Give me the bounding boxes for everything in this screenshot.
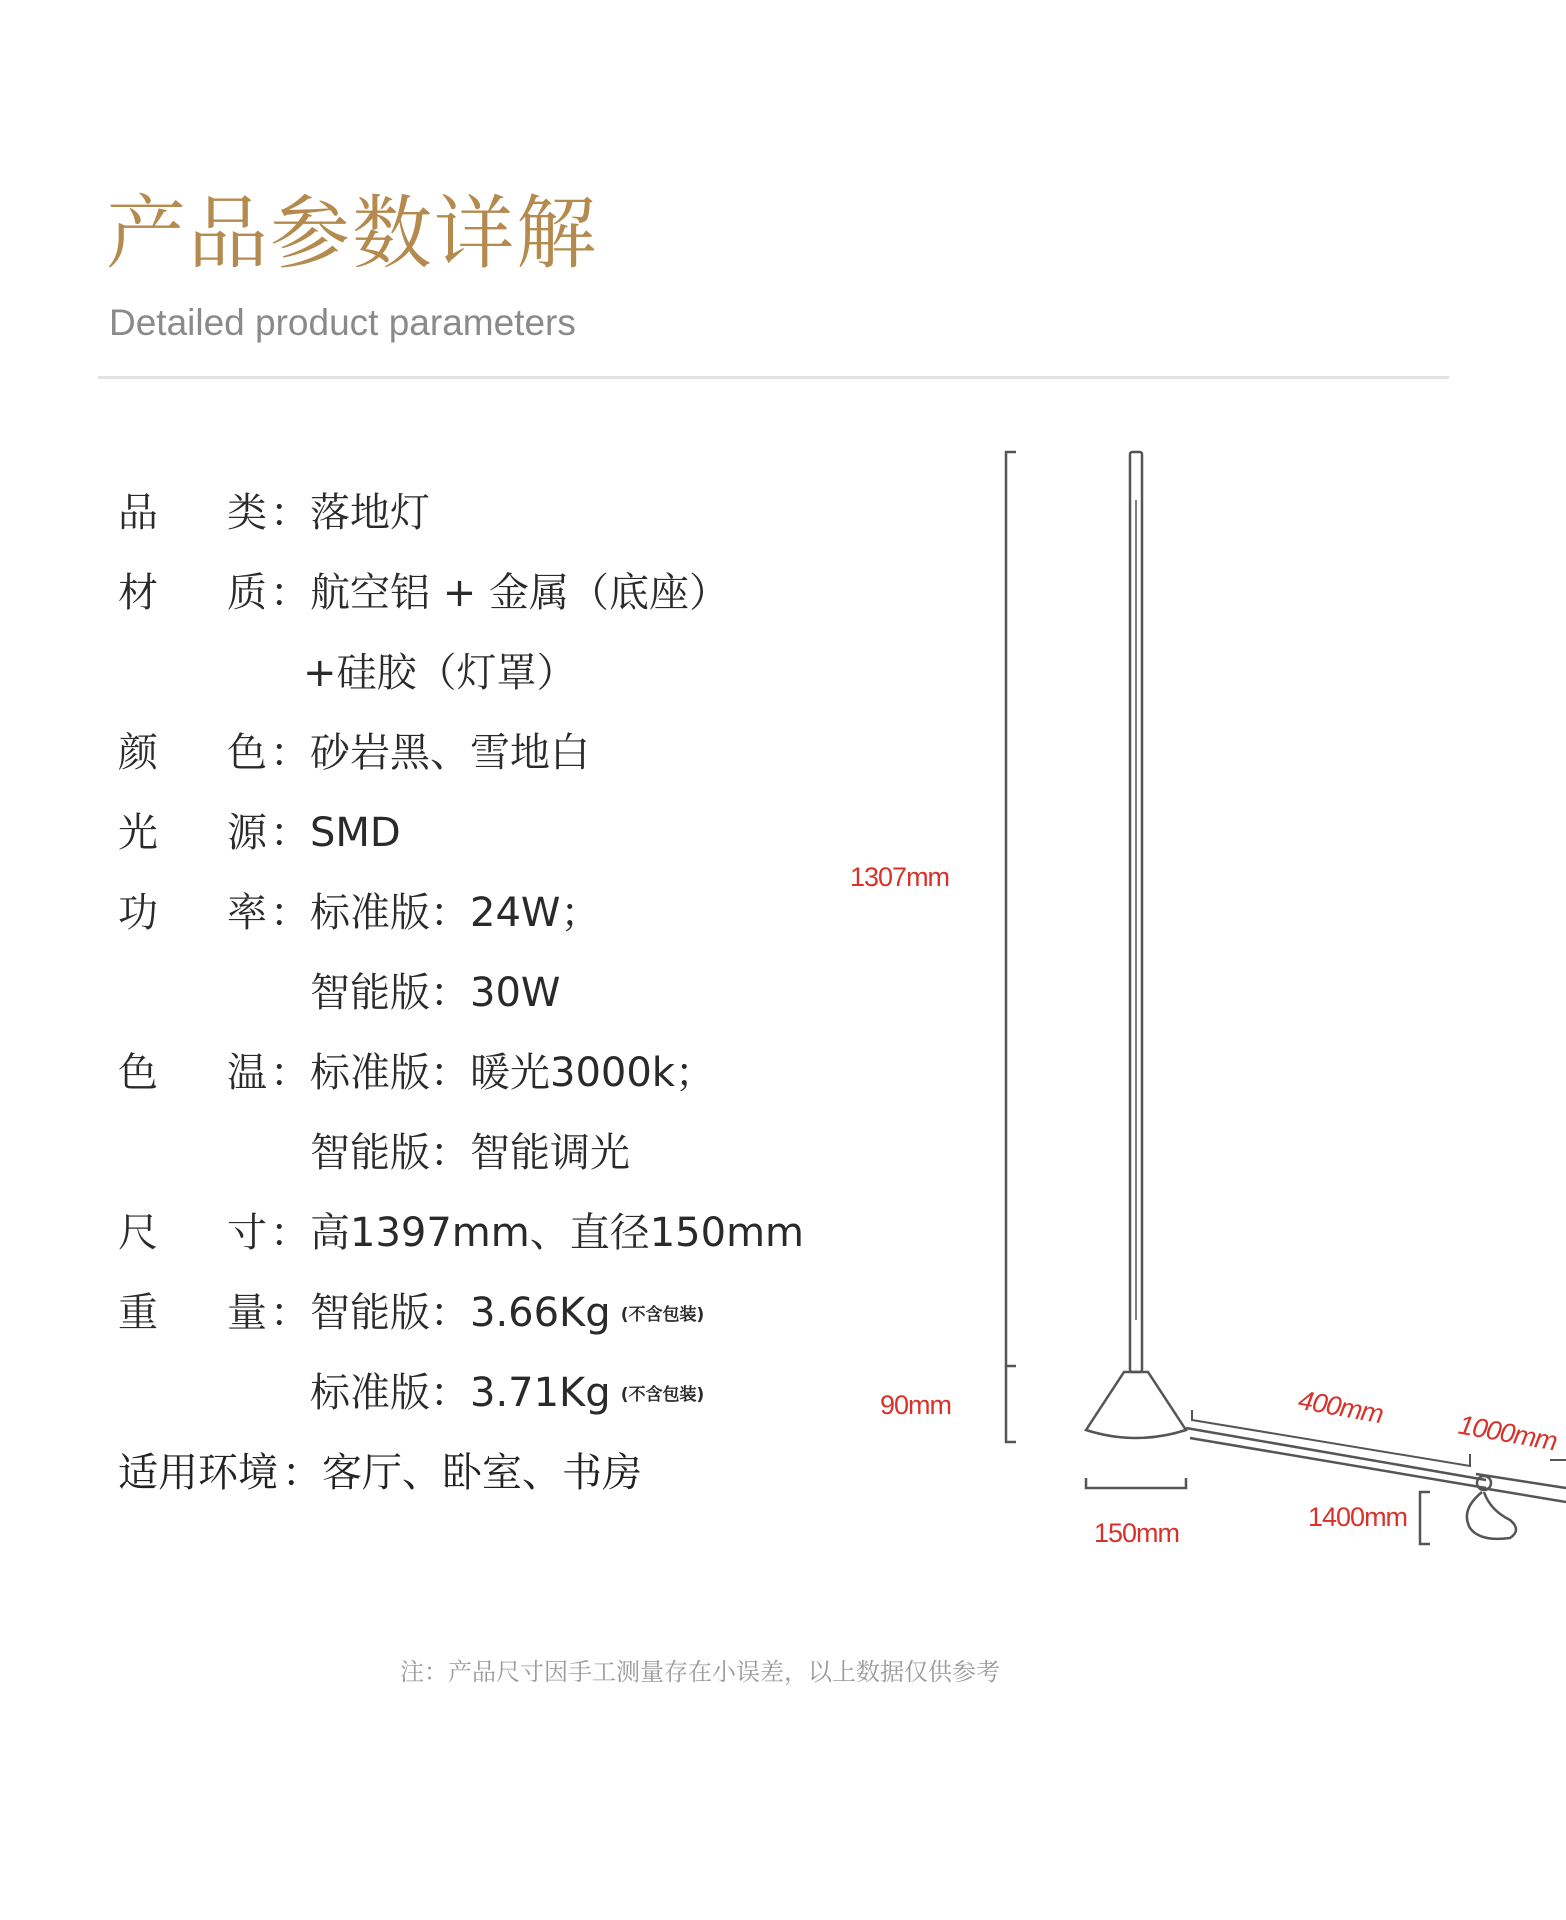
spec-label: 色	[227, 730, 267, 776]
spec-value: 智能版：30W	[310, 970, 561, 1016]
dimension-base-width-label: 150mm	[1094, 1518, 1180, 1548]
spec-label: 量	[227, 1290, 267, 1336]
spec-label: 温	[227, 1050, 267, 1096]
spec-colon: ：	[270, 570, 310, 616]
spec-label: 源	[227, 810, 267, 856]
spec-label: 色	[118, 1050, 158, 1096]
weight-note: (不含包装)	[620, 1305, 705, 1325]
height-bracket	[1006, 452, 1016, 1366]
spec-row-power	[0, 883, 820, 943]
spec-row-weight	[0, 1283, 820, 1343]
dimension-cable-1000-label: 1000mm	[1456, 1409, 1559, 1457]
spec-row-size	[0, 1203, 820, 1263]
dimension-cable-400-label: 400mm	[1296, 1384, 1386, 1430]
spec-value: 客厅、卧室、书房	[322, 1450, 642, 1496]
spec-value: 落地灯	[310, 490, 430, 536]
spec-colon: ：	[270, 810, 310, 856]
spec-label: 光	[118, 810, 158, 856]
spec-label: 尺	[118, 1210, 158, 1256]
spec-row-weight-cont	[0, 1363, 820, 1423]
spec-colon: ：	[282, 1450, 322, 1496]
page-subtitle: Detailed product parameters	[109, 302, 576, 343]
spec-row-environment	[0, 1443, 820, 1503]
weight-smart: 智能版：3.66Kg	[310, 1290, 611, 1336]
spec-row-color-temp-cont	[0, 1123, 820, 1183]
spec-row-color-temp	[0, 1043, 820, 1103]
spec-colon: ：	[270, 490, 310, 536]
spec-colon: ：	[270, 1290, 310, 1336]
spec-colon: ：	[270, 1050, 310, 1096]
lamp-dimension-diagram	[820, 420, 1566, 1600]
spec-value: 智能版：智能调光	[310, 1130, 630, 1176]
page-title: 产品参数详解	[106, 187, 598, 280]
lamp-drawing	[820, 420, 1566, 1600]
spec-label: 功	[118, 890, 158, 936]
spec-label: 颜	[118, 730, 158, 776]
spec-value: +硅胶（灯罩）	[303, 650, 577, 696]
base-height-bracket	[1006, 1366, 1016, 1442]
spec-row-category	[0, 483, 820, 543]
spec-row-power-cont	[0, 963, 820, 1023]
spec-label: 适用环境	[118, 1450, 278, 1496]
spec-label: 率	[227, 890, 267, 936]
plug	[1467, 1492, 1516, 1539]
spec-label: 质	[227, 570, 267, 616]
spec-value: 高1397mm、直径150mm	[310, 1210, 805, 1256]
dimension-base-height-label: 90mm	[880, 1390, 952, 1420]
dimension-cable-1400-label: 1400mm	[1308, 1502, 1408, 1532]
base-width-bracket	[1086, 1478, 1186, 1488]
spec-value: 砂岩黑、雪地白	[310, 730, 590, 776]
spec-list	[0, 0, 820, 1560]
spec-colon: ：	[270, 890, 310, 936]
spec-colon: ：	[270, 1210, 310, 1256]
spec-value: 标准版：24W；	[310, 890, 601, 936]
spec-value	[310, 1363, 704, 1425]
spec-label: 品	[118, 490, 158, 536]
cable	[1186, 1428, 1486, 1480]
spec-label: 重	[118, 1290, 158, 1336]
spec-label: 类	[227, 490, 267, 536]
spec-row-material	[0, 563, 820, 623]
spec-label: 材	[118, 570, 158, 616]
spec-label: 寸	[227, 1210, 267, 1256]
footnote: 注：产品尺寸因手工测量存在小误差，以上数据仅供参考	[400, 1658, 1000, 1686]
spec-colon: ：	[270, 730, 310, 776]
spec-row-light-source	[0, 803, 820, 863]
spec-row-color	[0, 723, 820, 783]
spec-value: 标准版：暖光3000k；	[310, 1050, 715, 1096]
spec-value: SMD	[310, 810, 401, 856]
dimension-height-label: 1307mm	[850, 862, 950, 892]
spec-value	[310, 1283, 704, 1345]
lamp-base	[1086, 1372, 1186, 1438]
weight-note: (不含包装)	[620, 1385, 705, 1405]
spec-value: 航空铝 + 金属（底座）	[310, 570, 729, 616]
spec-row-material-cont	[0, 643, 820, 703]
weight-standard: 标准版：3.71Kg	[310, 1370, 611, 1416]
cable-bracket-1400	[1420, 1492, 1430, 1544]
